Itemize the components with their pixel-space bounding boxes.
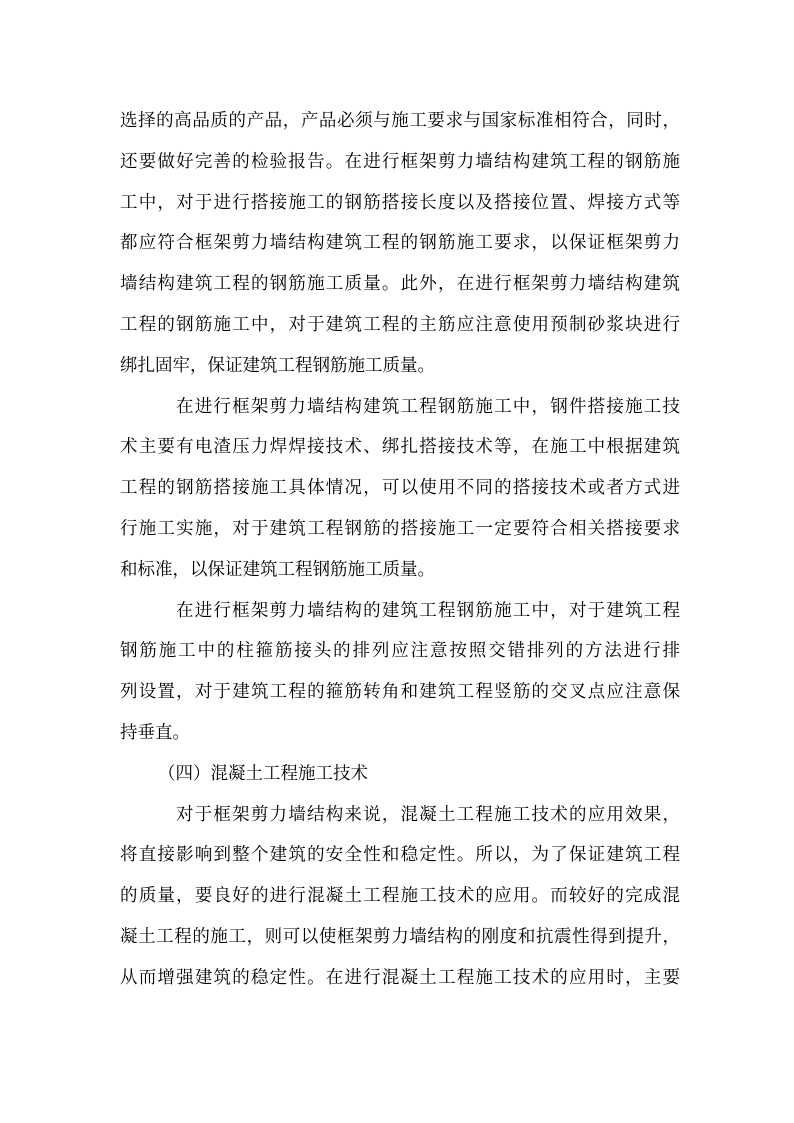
text-line: 术主要有电渣压力焊焊接技术、绑扎搭接技术等，在施工中根据建筑 xyxy=(120,437,680,458)
text-line: 工程的钢筋施工中，对于建筑工程的主筋应注意使用预制砂浆块进行 xyxy=(120,314,680,335)
text-line: 和标准，以保证建筑工程钢筋施工质量。 xyxy=(120,559,435,580)
body-text xyxy=(120,101,680,999)
text-line: 持垂直。 xyxy=(120,722,190,743)
section-heading: （四）混凝土工程施工技术 xyxy=(158,763,368,784)
text-line: 都应符合框架剪力墙结构建筑工程的钢筋施工要求，以保证框架剪力 xyxy=(120,233,680,254)
text-line: 将直接影响到整个建筑的安全性和稳定性。所以，为了保证建筑工程 xyxy=(120,845,680,866)
text-line: 凝土工程的施工，则可以使框架剪力墙结构的刚度和抗震性得到提升， xyxy=(120,926,680,947)
paragraph-first-line: 对于框架剪力墙结构来说，混凝土工程施工技术的应用效果， xyxy=(176,804,680,825)
text-line: 钢筋施工中的柱箍筋接头的排列应注意按照交错排列的方法进行排 xyxy=(120,641,680,662)
text-line: 墙结构建筑工程的钢筋施工质量。此外，在进行框架剪力墙结构建筑 xyxy=(120,274,680,295)
text-line: 绑扎固牢，保证建筑工程钢筋施工质量。 xyxy=(120,355,435,376)
text-line: 工程的钢筋搭接施工具体情况，可以使用不同的搭接技术或者方式进 xyxy=(120,478,680,499)
paragraph-first-line: 在进行框架剪力墙结构的建筑工程钢筋施工中，对于建筑工程 xyxy=(176,600,680,621)
text-line: 选择的高品质的产品，产品必须与施工要求与国家标准相符合，同时， xyxy=(120,111,680,131)
text-line: 列设置，对于建筑工程的箍筋转角和建筑工程竖筋的交叉点应注意保 xyxy=(120,682,680,703)
text-line: 工中，对于进行搭接施工的钢筋搭接长度以及搭接位置、焊接方式等 xyxy=(120,192,680,213)
paragraph-first-line: 在进行框架剪力墙结构建筑工程钢筋施工中，钢件搭接施工技 xyxy=(176,396,680,417)
text-line: 行施工实施，对于建筑工程钢筋的搭接施工一定要符合相关搭接要求 xyxy=(120,518,680,539)
text-line: 的质量，要良好的进行混凝土工程施工技术的应用。而较好的完成混 xyxy=(120,886,680,907)
text-line: 还要做好完善的检验报告。在进行框架剪力墙结构建筑工程的钢筋施 xyxy=(120,151,680,172)
text-line: 从而增强建筑的稳定性。在进行混凝土工程施工技术的应用时，主要 xyxy=(120,967,680,988)
